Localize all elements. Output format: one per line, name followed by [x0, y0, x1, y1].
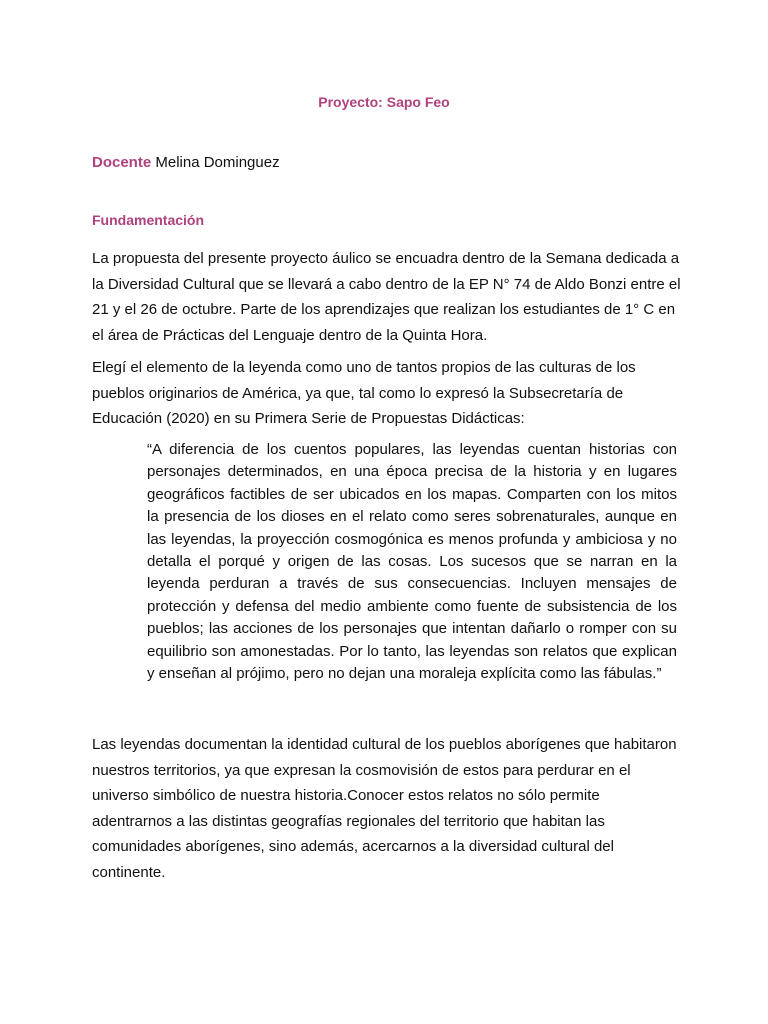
paragraph-legend-choice: Elegí el elemento de la leyenda como uno de tantos propios de las culturas de los pueblos originarios de América, ya que, tal como lo expresó la Subsecretaría de Educación (2020) en su Primera Serie de Propuestas Didácticas: — [92, 359, 636, 427]
teacher-line — [92, 154, 280, 171]
document-title: Proyecto: Sapo Feo — [318, 94, 450, 110]
teacher-label: Docente — [92, 154, 152, 171]
paragraph-intro: La propuesta del presente proyecto áulico se encuadra dentro de la Semana dedicada a la Diversidad Cultural que se llevará a cabo dentro de la EP N° 74 de Aldo Bonzi entre el 21 y el 26 de octubre. Parte de los aprendizajes que realizan los estudiantes de 1° C en el área de Prácticas del Lenguaje dentro de la Quinta Hora. — [92, 250, 681, 344]
teacher-name: Melina Dominguez — [155, 154, 280, 171]
section-heading-fundamentacion: Fundamentación — [92, 212, 205, 228]
block-quote: “A diferencia de los cuentos populares, las leyendas cuentan historias con personajes determinados, en una época precisa de la historia y en lugares geográficos factibles de ser ubicados en los mapas. Comparten con los mitos la presencia de los dioses en el relato como seres sobrenaturales, aunque en las leyendas, la proyección cosmogónica es menos profunda y ambiciosa y no detalla el porqué y origen de las cosas. Los sucesos que se narran en la leyenda perduran a través de sus consecuencias. Incluyen mensajes de protección y defensa del medio ambiente como fuente de subsistencia de los pueblos; las acciones de los personajes que intentan dañarlo o romper con su equilibrio son amonestadas. Por lo tanto, las leyendas son relatos que explican y enseñan al prójimo, pero no dejan una moraleja explícita como las fábulas.” — [147, 441, 677, 683]
paragraph-cultural-identity: Las leyendas documentan la identidad cultural de los pueblos aborígenes que habitaron nuestros territorios, ya que expresan la cosmovisión de estos para perdurar en el universo simbólico de nuestra historia.Conocer estos relatos no sólo permite adentrarnos a las distintas geografías regionales del territorio que habitan las comunidades aborígenes, sino además, acercarnos a la diversidad cultural del continente. — [92, 736, 677, 881]
